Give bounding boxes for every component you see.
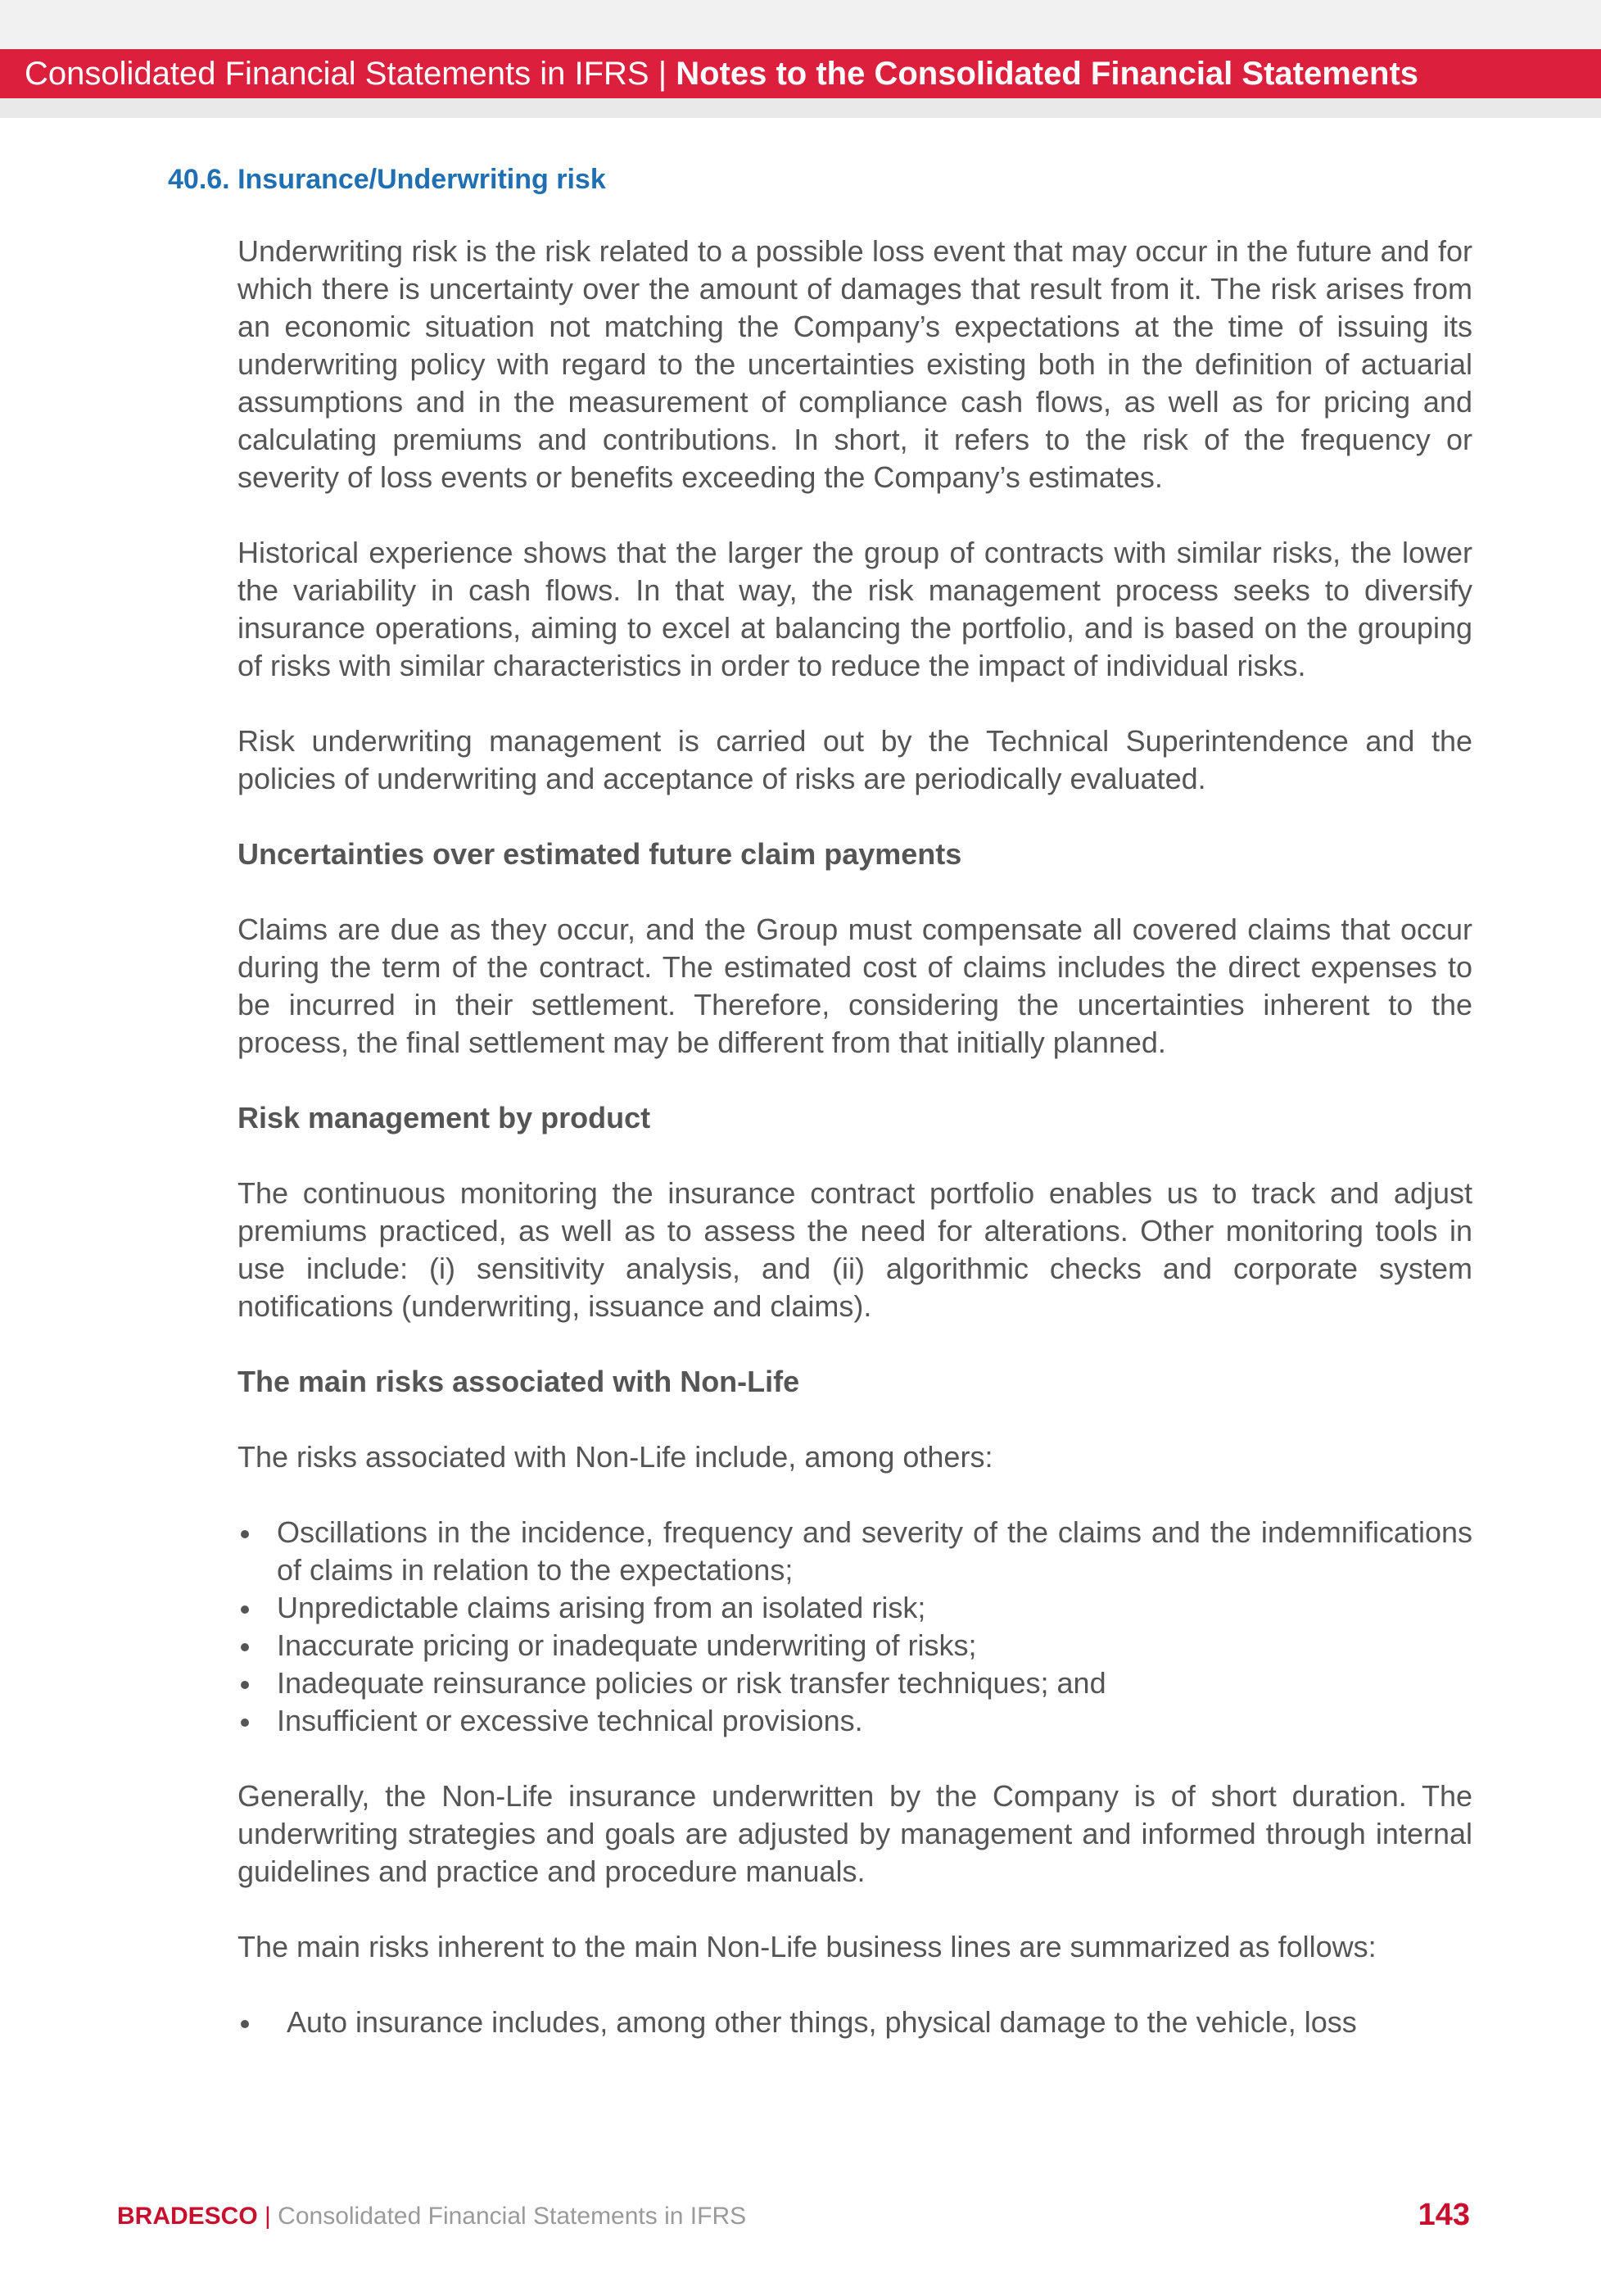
- heading-non-life-risks: The main risks associated with Non-Life: [237, 1365, 800, 1398]
- list-item: Unpredictable claims arising from an isolated risk;: [237, 1589, 1472, 1627]
- list-item: Insufficient or excessive technical provisions.: [237, 1702, 1472, 1740]
- paragraph-non-life-intro: The risks associated with Non-Life include, among others:: [237, 1440, 993, 1474]
- business-lines-list: [237, 2004, 1472, 2041]
- header-title: Notes to the Consolidated Financial Statements: [676, 56, 1419, 92]
- top-margin-band: [0, 0, 1601, 49]
- list-item: Inaccurate pricing or inadequate underwriting of risks;: [237, 1627, 1472, 1664]
- paragraph-underwriting-risk: Underwriting risk is the risk related to a possible loss event that may occur in the future and for which there is uncertainty over the amount of damages that result from it. The risk arises from an economic situation not matching the Company’s expectations at the time of issuing its underwriting policy with regard to the uncertainties existing both in the definition of actuarial assumptions and in the measurement of compliance cash flows, as well as for pricing and calculating premiums and contributions. In short, it refers to the risk of the frequency or severity of loss events or benefits exceeding the Company’s estimates.: [237, 234, 1472, 494]
- non-life-risk-list: [237, 1514, 1472, 1740]
- list-item: Auto insurance includes, among other things, physical damage to the vehicle, loss: [237, 2004, 1472, 2041]
- paragraph-claims: Claims are due as they occur, and the Group must compensate all covered claims that occur during the term of the contract. The estimated cost of claims includes the direct expenses to be incurred in their settlement. Therefore, considering the uncertainties inherent to the process, the final settlement may be different from that initially planned.: [237, 913, 1472, 1059]
- footer-brand: BRADESCO: [117, 2203, 258, 2230]
- header-prefix: Consolidated Financial Statements in IFRS |: [25, 56, 667, 92]
- paragraph-monitoring: The continuous monitoring the insurance contract portfolio enables us to track and adjust premiums practiced, as well as to assess the need for alterations. Other monitoring tools in use include: (i) sensitivity analysis, and (ii) algorithmic checks and corporate system notifications (underwriting, issuance and claims).: [237, 1176, 1472, 1323]
- paragraph-business-lines-intro: The main risks inherent to the main Non-Life business lines are summarized as follows:: [237, 1930, 1377, 1963]
- page-number: 143: [1418, 2198, 1470, 2232]
- footer: [117, 2202, 746, 2231]
- list-item: Oscillations in the incidence, frequency and severity of the claims and the indemnifications of claims in relation to the expectations;: [237, 1514, 1472, 1589]
- list-item: Inadequate reinsurance policies or risk transfer techniques; and: [237, 1664, 1472, 1702]
- heading-uncertainties: Uncertainties over estimated future claim payments: [237, 837, 962, 871]
- paragraph-short-duration: Generally, the Non-Life insurance underwritten by the Company is of short duration. The underwriting strategies and goals are adjusted by management and informed through internal guidelines and practice and procedure manuals.: [237, 1779, 1472, 1888]
- footer-separator: |: [265, 2203, 271, 2230]
- heading-risk-by-product: Risk management by product: [237, 1101, 651, 1134]
- header-shadow-band: [0, 98, 1601, 118]
- paragraph-risk-management: Risk underwriting management is carried out by the Technical Superintendence and the policies of underwriting and acceptance of risks are periodically evaluated.: [237, 724, 1472, 795]
- footer-text: Consolidated Financial Statements in IFRS: [278, 2203, 747, 2230]
- section-title: 40.6. Insurance/Underwriting risk: [168, 164, 606, 195]
- page-header-bar: [0, 49, 1601, 98]
- document-body: [237, 233, 1472, 2079]
- paragraph-historical-experience: Historical experience shows that the larger the group of contracts with similar risks, the lower the variability in cash flows. In that way, the risk management process seeks to diversify insurance operations, aiming to excel at balancing the portfolio, and is based on the grouping of risks with similar characteristics in order to reduce the impact of individual risks.: [237, 536, 1472, 682]
